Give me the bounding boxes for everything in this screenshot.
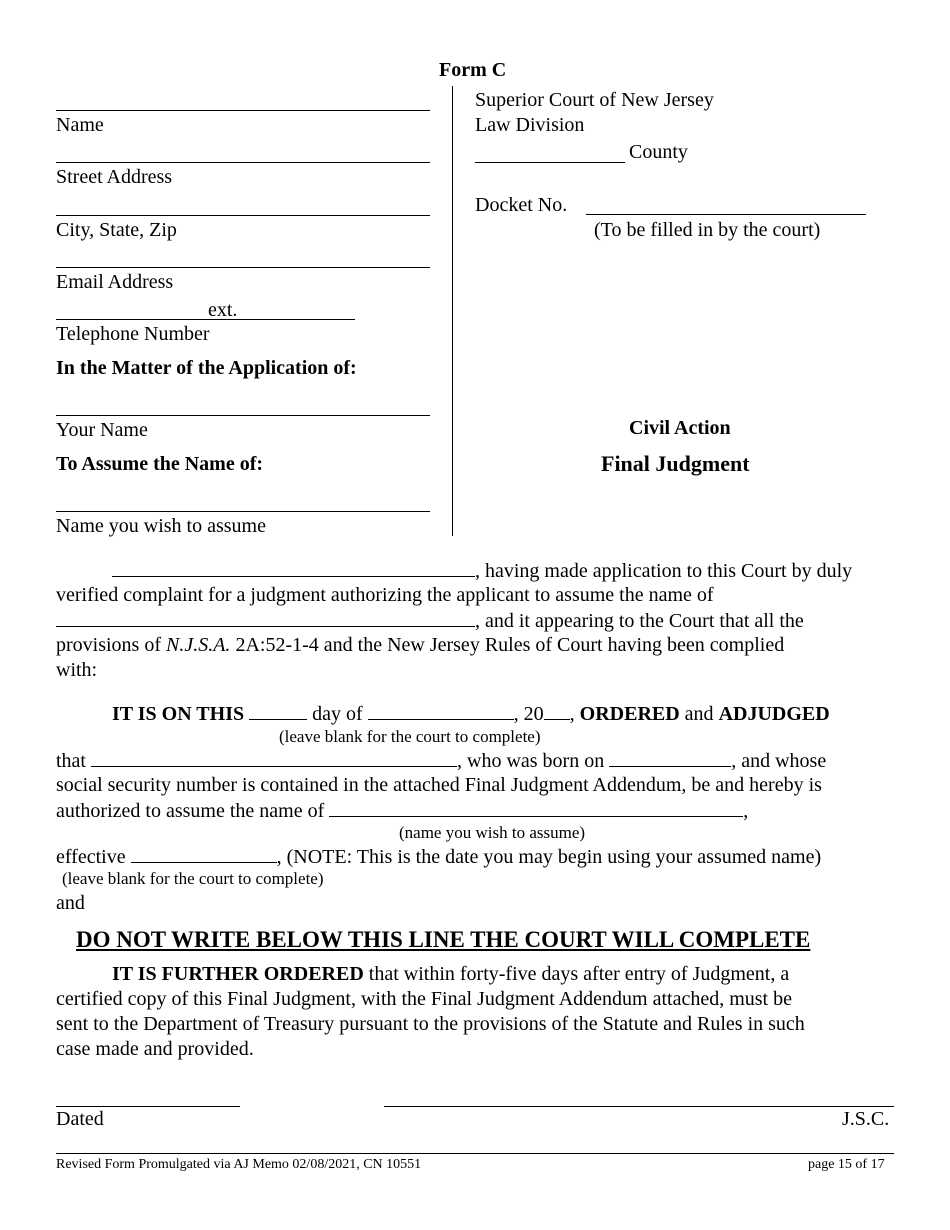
ext-label: ext. [208, 299, 238, 321]
month-blank[interactable] [368, 703, 514, 720]
assume-heading: To Assume the Name of: [56, 453, 264, 475]
authorized-line [56, 800, 748, 821]
statute-citation: N.J.S.A. [166, 634, 231, 656]
court-name: Superior Court of New Jersey [475, 89, 714, 111]
day-blank[interactable] [249, 703, 307, 720]
body-text: , and it appearing to the Court that all the [475, 610, 804, 632]
further-line-3: sent to the Department of Treasury pursuant to the provisions of the Statute and Rules in such [56, 1013, 805, 1035]
body-text: provisions of [56, 634, 166, 656]
ordered-word: ORDERED [579, 703, 680, 725]
footer-revision: Revised Form Promulgated via AJ Memo 02/08/2021, CN 10551 [56, 1157, 422, 1172]
birthdate-blank[interactable] [609, 750, 731, 767]
your-name-field[interactable] [56, 415, 430, 416]
document-title: Final Judgment [601, 451, 750, 476]
effective-date-blank[interactable] [131, 846, 277, 863]
dated-label: Dated [56, 1108, 104, 1130]
dated-field[interactable] [56, 1106, 240, 1107]
jsc-label: J.S.C. [842, 1108, 890, 1130]
year-prefix: 20 [523, 703, 544, 725]
body-text: , having made application to this Court by duly [475, 560, 853, 582]
body-line-3 [56, 610, 804, 631]
body-text: 2A:52-1-4 and the New Jersey Rules of Court having been complied [230, 634, 785, 656]
assumed-name-blank[interactable] [329, 800, 743, 817]
street-label: Street Address [56, 166, 173, 188]
effective-hint: (leave blank for the court to complete) [62, 869, 324, 888]
that-line [56, 750, 826, 771]
further-line-4: case made and provided. [56, 1038, 254, 1060]
body-text: that [56, 750, 86, 772]
email-field[interactable] [56, 267, 430, 268]
body-text: , [513, 703, 519, 725]
city-label: City, State, Zip [56, 219, 177, 241]
order-line [112, 703, 830, 724]
street-field[interactable] [56, 162, 430, 163]
body-line-5: with: [56, 659, 98, 681]
body-line-4 [56, 635, 784, 655]
docket-field[interactable] [586, 214, 866, 215]
county-label: County [629, 141, 688, 163]
new-name-blank[interactable] [56, 610, 475, 627]
further-lead: IT IS FURTHER ORDERED [112, 963, 364, 985]
body-text: effective [56, 846, 126, 868]
order-lead: IT IS ON THIS [112, 703, 245, 725]
body-text: , who was born on [457, 750, 605, 772]
docket-note: (To be filled in by the court) [594, 219, 821, 241]
page-number: page 15 of 17 [808, 1157, 885, 1172]
further-line-2: certified copy of this Final Judgment, with the Final Judgment Addendum attached, must be [56, 988, 792, 1010]
adjudged-word: ADJUDGED [718, 703, 830, 725]
order-hint: (leave blank for the court to complete) [279, 727, 541, 746]
body-text: and [684, 703, 714, 725]
phone-field[interactable] [56, 319, 355, 320]
city-field[interactable] [56, 215, 430, 216]
name-label: Name [56, 114, 104, 136]
body-text: authorized to assume the name of [56, 800, 325, 822]
docket-label: Docket No. [475, 194, 568, 216]
body-text: , [743, 800, 749, 822]
county-field[interactable] [475, 162, 625, 163]
body-text: , and whose [731, 750, 827, 772]
ssn-line: social security number is contained in the attached Final Judgment Addendum, be and hereby is [56, 774, 822, 796]
and-word: and [56, 892, 85, 914]
matter-heading: In the Matter of the Application of: [56, 357, 357, 379]
division-name: Law Division [475, 114, 585, 136]
civil-action-label: Civil Action [629, 417, 731, 439]
email-label: Email Address [56, 271, 174, 293]
judge-signature-field[interactable] [384, 1106, 894, 1107]
year-blank[interactable] [544, 703, 570, 720]
phone-label: Telephone Number [56, 323, 210, 345]
body-line-2: verified complaint for a judgment authorizing the applicant to assume the name of [56, 584, 714, 606]
body-line-1 [112, 560, 852, 581]
court-complete-warning: DO NOT WRITE BELOW THIS LINE THE COURT WILL COMPLETE [76, 927, 811, 952]
body-text: , (NOTE: This is the date you may begin using your assumed name) [276, 846, 822, 868]
form-label: Form C [439, 59, 507, 81]
footer-rule [56, 1153, 894, 1154]
body-text: , [569, 703, 575, 725]
further-line-1 [112, 964, 789, 984]
effective-line [56, 846, 821, 867]
applicant-name-blank[interactable] [112, 560, 475, 577]
body-text: that within forty-five days after entry of Judgment, a [363, 963, 790, 985]
name-field[interactable] [56, 110, 430, 111]
wish-name-label: Name you wish to assume [56, 515, 266, 537]
wish-name-field[interactable] [56, 511, 430, 512]
name-hint: (name you wish to assume) [399, 823, 586, 842]
applicant-blank[interactable] [91, 750, 457, 767]
your-name-label: Your Name [56, 419, 148, 441]
body-text: day of [312, 703, 363, 725]
caption-divider [452, 86, 453, 536]
